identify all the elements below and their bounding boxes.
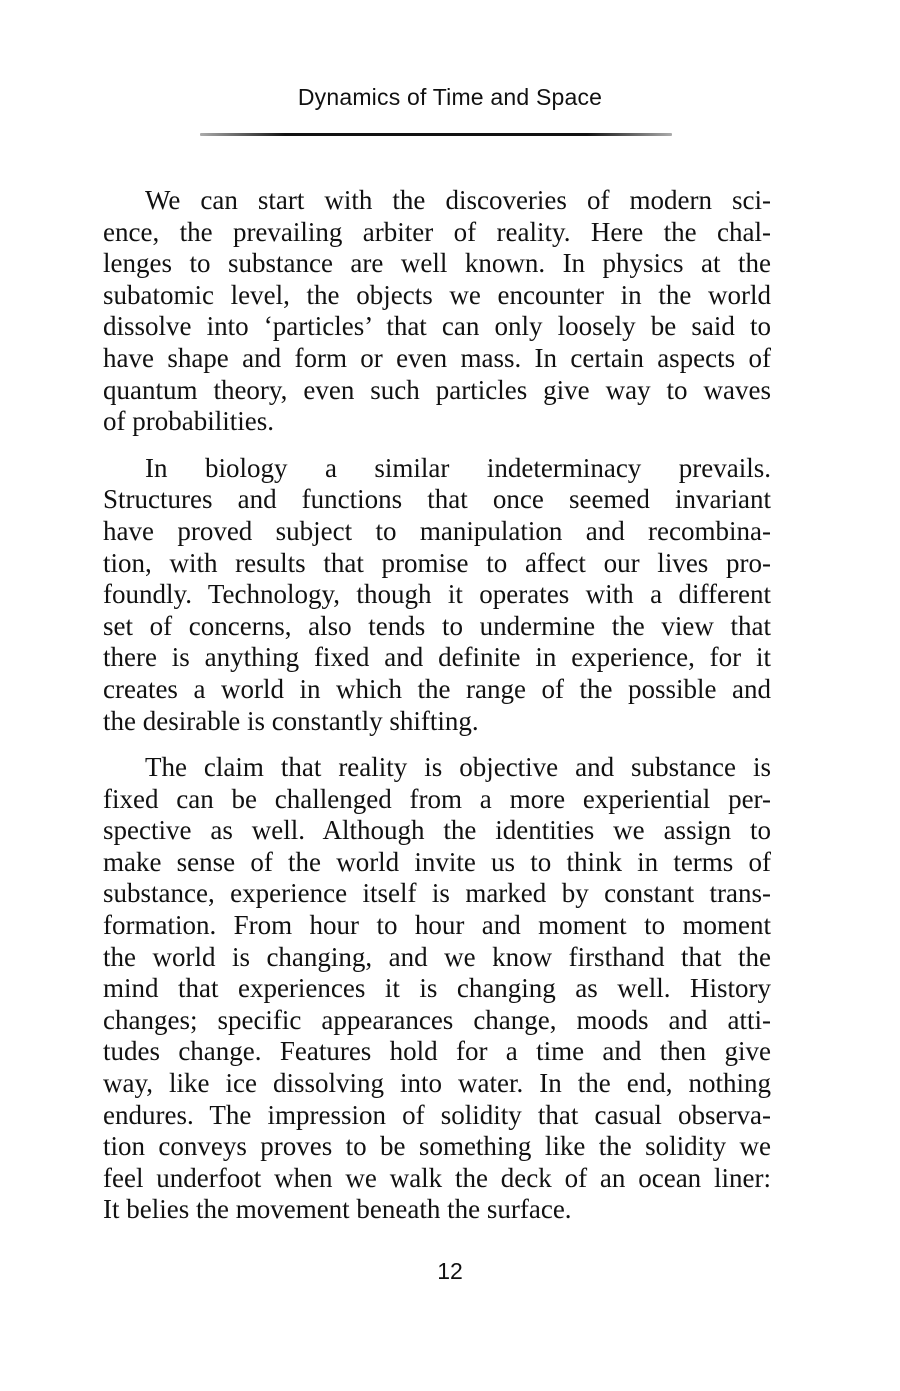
text-line: have proved subject to manipulation and recombina-	[103, 515, 771, 546]
running-head-title: Dynamics of Time and Space	[297, 84, 603, 110]
text-line: of probabilities.	[103, 406, 274, 437]
text-line: endures. The impression of solidity that casual observa-	[103, 1099, 771, 1130]
text-line: changes; specific appearances change, moods and atti-	[103, 1004, 771, 1035]
text-line: quantum theory, even such particles give way to waves	[103, 374, 771, 405]
text-line: formation. From hour to hour and moment to moment	[103, 910, 771, 941]
text-line: the desirable is constantly shifting.	[103, 705, 479, 736]
text-line: tudes change. Features hold for a time and then give	[103, 1036, 771, 1067]
text-line: have shape and form or even mass. In certain aspects of	[103, 342, 771, 373]
header-rule	[200, 133, 672, 136]
text-line: way, like ice dissolving into water. In the end, nothing	[103, 1068, 771, 1099]
text-line: subatomic level, the objects we encounter in the world	[103, 279, 771, 310]
text-line: mind that experiences it is changing as well. History	[103, 973, 771, 1004]
text-line: fixed can be challenged from a more experiential per-	[103, 783, 771, 814]
text-line: substance, experience itself is marked by constant trans-	[103, 878, 771, 909]
text-line: spective as well. Although the identities we assign to	[103, 815, 771, 846]
text-line: foundly. Technology, though it operates with a different	[103, 579, 771, 610]
paragraph-2	[103, 453, 771, 737]
text-line: The claim that reality is objective and substance is	[145, 752, 771, 783]
text-line: It belies the movement beneath the surface.	[103, 1194, 572, 1225]
text-line: Structures and functions that once seemed invariant	[103, 484, 771, 515]
text-line: tion conveys proves to be something like the solidity we	[103, 1131, 771, 1162]
text-line: the world is changing, and we know firsthand that the	[103, 941, 771, 972]
paragraph-3	[103, 752, 771, 1226]
text-line: dissolve into ‘particles’ that can only loosely be said to	[103, 311, 771, 342]
text-line: there is anything fixed and definite in experience, for it	[103, 642, 771, 673]
text-line: In biology a similar indeterminacy prevails.	[145, 452, 771, 483]
text-line: ence, the prevailing arbiter of reality. Here the chal-	[103, 216, 771, 247]
text-line: creates a world in which the range of the possible and	[103, 673, 771, 704]
text-line: make sense of the world invite us to think in terms of	[103, 846, 771, 877]
text-line: tion, with results that promise to affect our lives pro-	[103, 547, 771, 578]
text-line: We can start with the discoveries of modern sci-	[145, 185, 771, 215]
body-text	[103, 185, 771, 1226]
text-line: lenges to substance are well known. In physics at the	[103, 248, 771, 279]
paragraph-1	[103, 185, 771, 438]
text-line: feel underfoot when we walk the deck of an ocean liner:	[103, 1162, 771, 1193]
page-number: 12	[437, 1258, 463, 1284]
text-line: set of concerns, also tends to undermine the view that	[103, 610, 771, 641]
